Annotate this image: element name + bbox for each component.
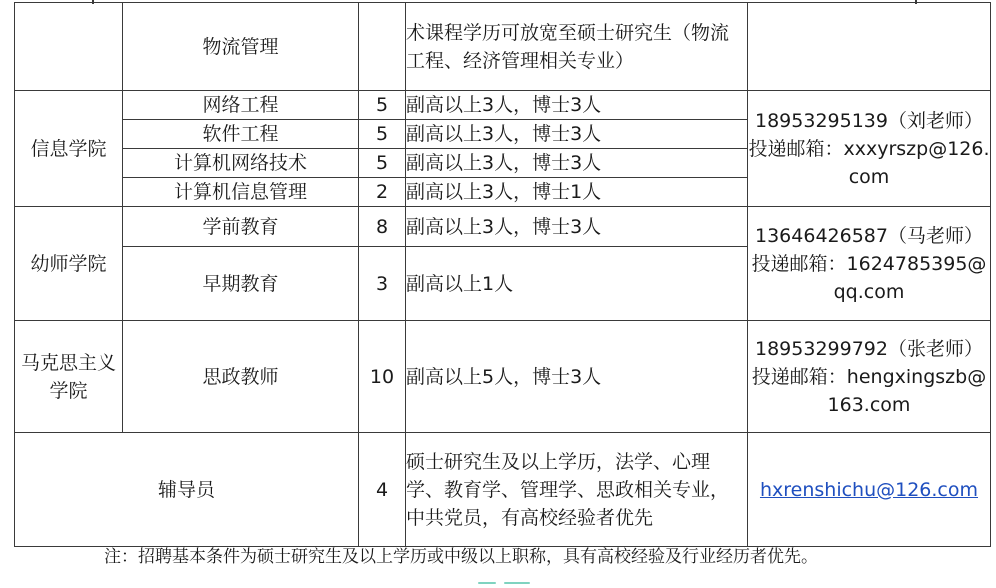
requirement-cell: 副高以上1人 [406, 247, 748, 321]
recruitment-table [14, 2, 991, 547]
major-cell: 物流管理 [123, 3, 359, 91]
contact-cell: 13646426587（马老师）投递邮箱：1624785395@qq.com [748, 207, 991, 321]
major-cell: 学前教育 [123, 207, 359, 247]
contact-cell: 18953299792（张老师）投递邮箱：hengxingszb@163.com [748, 321, 991, 433]
contact-cell [748, 433, 991, 547]
college-cell: 幼师学院 [15, 207, 123, 321]
count-cell: 4 [359, 433, 406, 547]
contact-cell: 18953295139（刘老师）投递邮箱：xxxyrszp@126.com [748, 91, 991, 207]
college-cell [15, 3, 123, 91]
count-cell: 5 [359, 120, 406, 149]
email-link[interactable]: hxrenshichu@126.com [759, 478, 979, 501]
requirement-cell: 副高以上3人，博士1人 [406, 178, 748, 207]
college-cell: 马克思主义学院 [15, 321, 123, 433]
count-cell: 8 [359, 207, 406, 247]
requirement-cell: 副高以上3人，博士3人 [406, 207, 748, 247]
major-cell: 计算机信息管理 [123, 178, 359, 207]
table-row [15, 433, 991, 547]
requirement-cell: 硕士研究生及以上学历，法学、心理学、教育学、管理学、思政相关专业，中共党员，有高校经验者优先 [406, 433, 748, 547]
count-cell: 10 [359, 321, 406, 433]
requirement-cell: 术课程学历可放宽至硕士研究生（物流工程、经济管理相关专业） [406, 3, 748, 91]
requirement-cell: 副高以上3人，博士3人 [406, 91, 748, 120]
major-cell: 软件工程 [123, 120, 359, 149]
count-cell [359, 3, 406, 91]
count-cell: 2 [359, 178, 406, 207]
major-cell: 早期教育 [123, 247, 359, 321]
table-row [15, 3, 991, 91]
requirement-cell: 副高以上5人，博士3人 [406, 321, 748, 433]
count-cell: 5 [359, 149, 406, 178]
major-cell: 网络工程 [123, 91, 359, 120]
table-row [15, 207, 991, 247]
footnote: 注：招聘基本条件为硕士研究生及以上学历或中级以上职称，具有高校经验及行业经历者优先。 [104, 547, 818, 567]
college-cell: 信息学院 [15, 91, 123, 207]
count-cell: 5 [359, 91, 406, 120]
table-row [15, 91, 991, 120]
count-cell: 3 [359, 247, 406, 321]
requirement-cell: 副高以上3人，博士3人 [406, 120, 748, 149]
major-cell: 思政教师 [123, 321, 359, 433]
cropped-text-fragment [470, 578, 550, 588]
contact-cell [748, 3, 991, 91]
major-cell: 辅导员 [15, 433, 359, 547]
major-cell: 计算机网络技术 [123, 149, 359, 178]
requirement-cell: 副高以上3人，博士3人 [406, 149, 748, 178]
table-row [15, 321, 991, 433]
